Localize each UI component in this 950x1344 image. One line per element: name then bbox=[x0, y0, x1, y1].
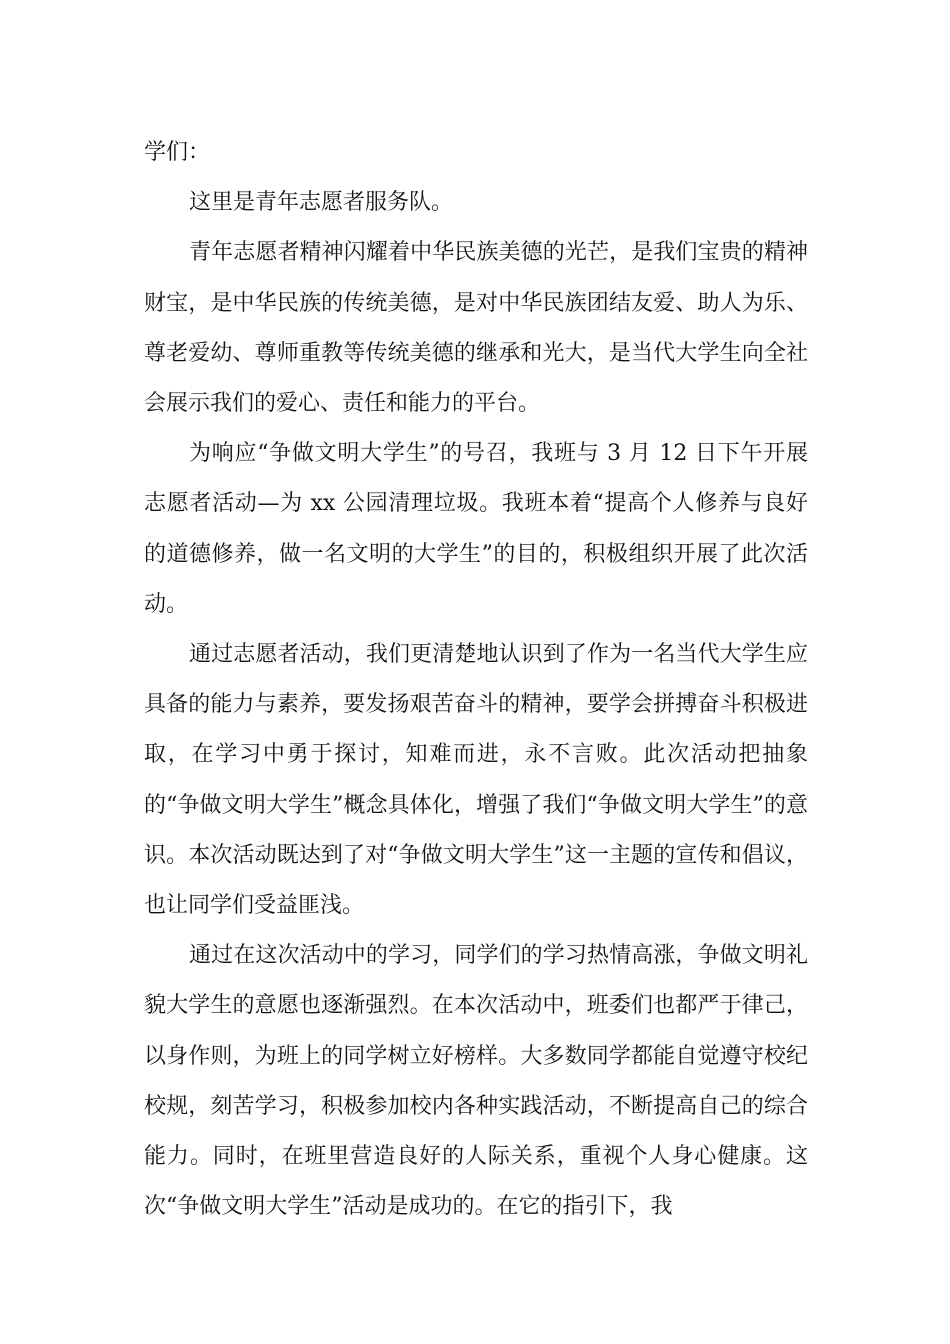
paragraph-outcome: 通过在这次活动中的学习，同学们的学习热情高涨，争做文明礼貌大学生的意愿也逐渐强烈。在本次活动中，班委们也都严于律己，以身作则，为班上的同学树立好榜样。大多数同学都能自觉遵守校纪校规，刻苦学习，积极参加校内各种实践活动，不断提高自己的综合能力。同时，在班里营造良好的人际关系，重视个人身心健康。这次“争做文明大学生”活动是成功的。在它的指引下，我 bbox=[144, 943, 808, 1220]
document-body bbox=[144, 128, 808, 1232]
paragraph-reflection: 通过志愿者活动，我们更清楚地认识到了作为一名当代大学生应具备的能力与素养，要发扬艰苦奋斗的精神，要学会拼搏奋斗积极进取，在学习中勇于探讨，知难而进，永不言败。此次活动把抽象的“争做文明大学生”概念具体化，增强了我们“争做文明大学生”的意识。本次活动既达到了对“争做文明大学生”这一主题的宣传和倡议，也让同学们受益匪浅。 bbox=[144, 642, 808, 919]
paragraph-volunteer-spirit: 青年志愿者精神闪耀着中华民族美德的光芒，是我们宝贵的精神财宝，是中华民族的传统美德，是对中华民族团结友爱、助人为乐、尊老爱幼、尊师重教等传统美德的继承和光大，是当代大学生向全社会展示我们的爱心、责任和能力的平台。 bbox=[144, 240, 808, 417]
salutation-continuation: 学们： bbox=[144, 140, 211, 165]
paragraph-activity: 为响应“争做文明大学生”的号召，我班与 3 月 12 日下午开展志愿者活动—为 xx 公园清理垃圾。我班本着“提高个人修养与良好的道德修养，做一名文明的大学生”的目的，积极组织开展了此次活动。 bbox=[144, 441, 808, 617]
paragraph-intro: 这里是青年志愿者服务队。 bbox=[189, 190, 454, 216]
